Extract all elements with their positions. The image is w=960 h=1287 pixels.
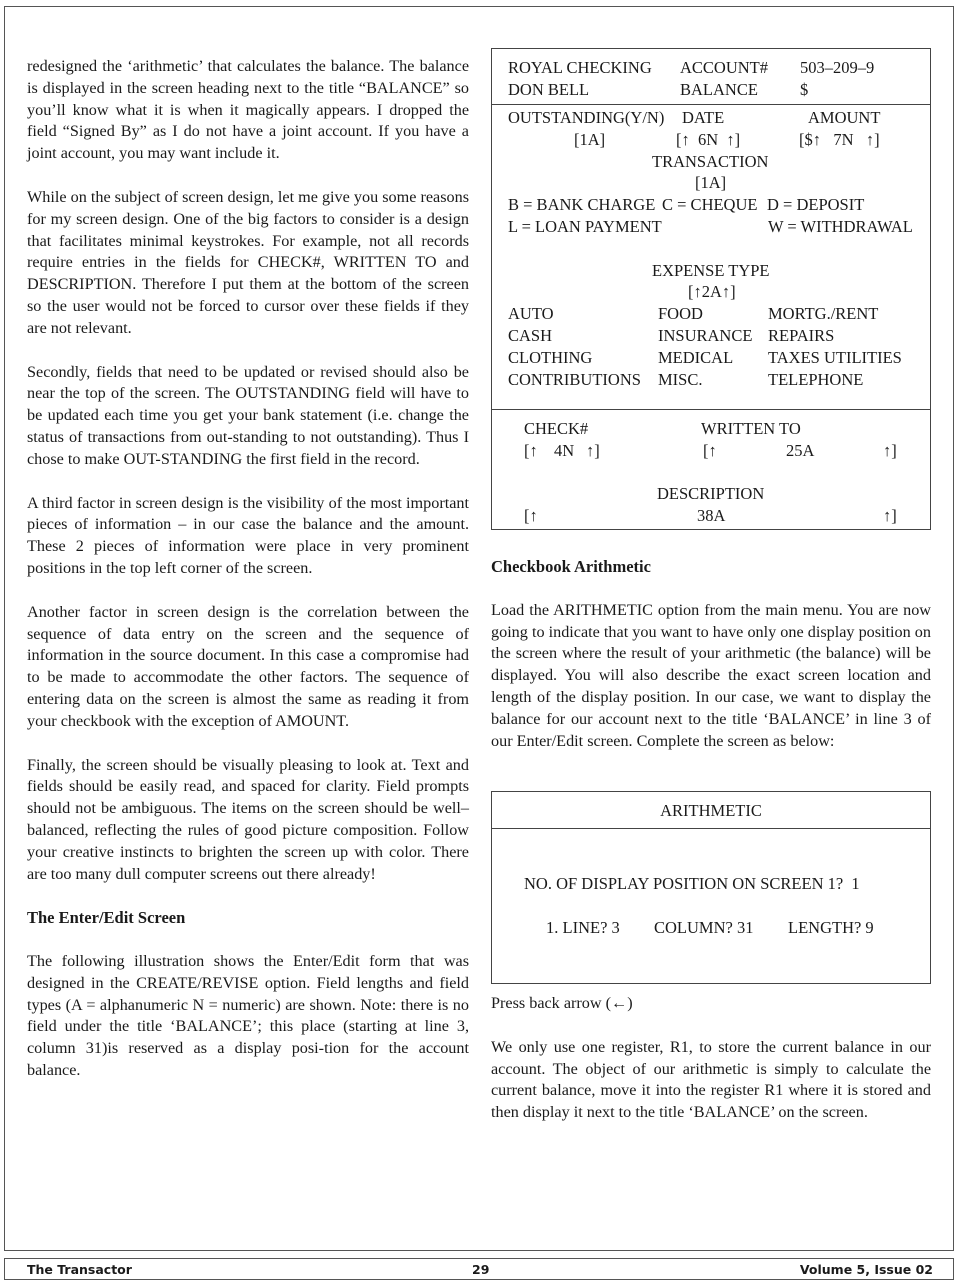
expense-item: AUTO [508,304,554,324]
page-number: 29 [472,1262,490,1277]
bank-name: ROYAL CHECKING [508,58,652,77]
date-label: DATE [682,108,725,127]
paragraph: redesigned the ‘arithmetic’ that calculates the balance. The balance is displayed in the screen heading next to the title “BALANCE” so you’ll know what it is when it magically appears. I dropped the field “Signed By” as I do not have a joint account. If you have a joint account, you may want include it. [27,57,469,163]
expense-item: CASH [508,325,553,345]
right-column-lower [491,993,931,1146]
expense-item: MISC. [658,369,703,389]
paragraph: Another factor in screen design is the correlation between the sequence of data entry on the screen and the sequence of information in the source document. In this case a compromise had to be made to accommodate the other factors. The sequence of entering data on the screen is almost the same as reading it from your checkbook with the exception of AMOUNT. [27,602,469,730]
check-label: CHECK# [524,419,589,438]
line-prompt: 1. LINE? 3 [546,917,620,937]
owner-name: DON BELL [508,79,590,99]
paragraph: Secondly, fields that need to be updated or revised should also be near the top of the screen. The OUTSTANDING field will have to be updated each time you get your bank statement (i.e. change the status of transactions from out-standing to not outstanding). Thus I chose to make OUT-STANDING the first field in the record. [27,362,469,468]
written-field-open: [↑ [703,440,717,460]
transaction-field: [1A] [695,173,727,193]
check-field-close: ↑] [586,440,600,460]
expense-item: FOOD [658,304,703,324]
paragraph: The following illustration shows the Enter/Edit form that was designed in the CREATE/REVISE option. Field lengths and field types (A = alphanumeric N = numeric) are shown. Note: there is no field under the title ‘BALANCE’; this place (starting at line 3, column 31)is reserved as a display posi-tion for the account balance. [27,952,469,1080]
expense-item: TAXES UTILITIES [768,347,902,367]
arithmetic-title-bar [492,792,930,829]
written-field-close: ↑] [883,440,897,460]
expense-item: MEDICAL [658,347,734,367]
code-deposit: D = DEPOSIT [767,195,865,215]
expense-item: INSURANCE [658,325,753,345]
page-footer [4,1258,954,1280]
screen-header [492,49,930,105]
description-field-open: [↑ [524,506,538,526]
screen-bottom [492,410,930,527]
expense-field: [↑2A↑] [688,282,736,302]
arithmetic-screen [491,791,931,984]
amount-field: [$↑ 7N ↑] [799,129,880,149]
section-heading: The Enter/Edit Screen [27,908,186,928]
paragraph: We only use one register, R1, to store the current balance in our account. The object of our arithmetic is simply to calculate the current balance, move it into the register R1 where it is stored and then display it next to the title ‘BALANCE’ on the screen. [491,1037,931,1122]
left-column [27,56,469,1104]
description-label: DESCRIPTION [657,484,765,504]
code-bank-charge: B = BANK CHARGE [508,195,656,215]
description-field-length: 38A [697,506,726,526]
transaction-label: TRANSACTION [652,151,769,171]
description-field-close: ↑] [883,506,897,526]
length-prompt: LENGTH? 9 [788,917,874,937]
expense-item: CONTRIBUTIONS [508,369,641,389]
expense-item: CLOTHING [508,347,593,367]
check-field-open: [↑ [524,440,538,460]
right-column [491,556,931,774]
paragraph: While on the subject of screen design, let me give you some reasons for my screen design. One of the big factors to consider is a design that facilitates minimal keystrokes. For example, not all records require entries in the fields for CHECK#, WRITTEN TO and DESCRIPTION. Therefore I put them at the bottom of the screen so the user would not be forced to cursor over these fields if they are not relevant. [27,187,469,337]
written-field-length: 25A [786,440,815,460]
paragraph: Load the ARITHMETIC option from the main menu. You are now going to indicate that you want to have only one display position on the screen where the result of your arithmetic (the balance) will be displayed. You will also describe the exact screen location and length of the display position. In our case, we want to display the balance for our account next to the title ‘BALANCE’ in line 3 of our Enter/Edit screen. Complete the screen as below: [491,600,931,750]
expense-item: MORTG./RENT [768,304,879,324]
check-field-length: 4N [554,440,575,460]
screen-fields [492,105,930,410]
account-number: 503–209–9 [800,58,875,77]
paragraph: Finally, the screen should be visually pleasing to look at. Text and fields should be easily read, and spaced for clarity. Field prompts should not be ambiguous. The items on the screen should be well–balanced, reflecting the rules of good picture composition. Follow your creative instincts to brighten the screen up with color. There are too many dull computer screens out there already! [27,755,469,883]
display-position-prompt: NO. OF DISPLAY POSITION ON SCREEN 1? 1 [524,874,860,893]
amount-label: AMOUNT [808,108,881,127]
code-withdrawal: W = WITHDRAWAL [768,216,913,236]
column-prompt: COLUMN? 31 [654,917,754,937]
issue-label: Volume 5, Issue 02 [799,1262,933,1277]
expense-item: REPAIRS [768,325,835,345]
press-back-instruction: Press back arrow (←) [491,994,633,1012]
enter-edit-screen [491,48,931,530]
arithmetic-title: ARITHMETIC [660,801,762,820]
expense-item: TELEPHONE [768,369,864,389]
outstanding-field: [1A] [574,129,606,149]
date-field: [↑ 6N ↑] [676,129,741,149]
expense-label: EXPENSE TYPE [652,260,770,280]
code-loan-payment: L = LOAN PAYMENT [508,216,662,236]
arithmetic-body [492,829,930,983]
balance-value: $ [800,79,809,99]
outstanding-label: OUTSTANDING(Y/N) [508,108,665,127]
code-cheque: C = CHEQUE [662,195,758,215]
account-label: ACCOUNT# [680,58,769,77]
balance-label: BALANCE [680,79,758,99]
publication-name: The Transactor [27,1262,132,1277]
section-heading: Checkbook Arithmetic [491,557,651,576]
written-to-label: WRITTEN TO [701,419,801,438]
paragraph: A third factor in screen design is the visibility of the most important pieces of information – in our case the balance and the amount. These 2 pieces of information were place in very prominent positions in the top left corner of the screen. [27,493,469,577]
